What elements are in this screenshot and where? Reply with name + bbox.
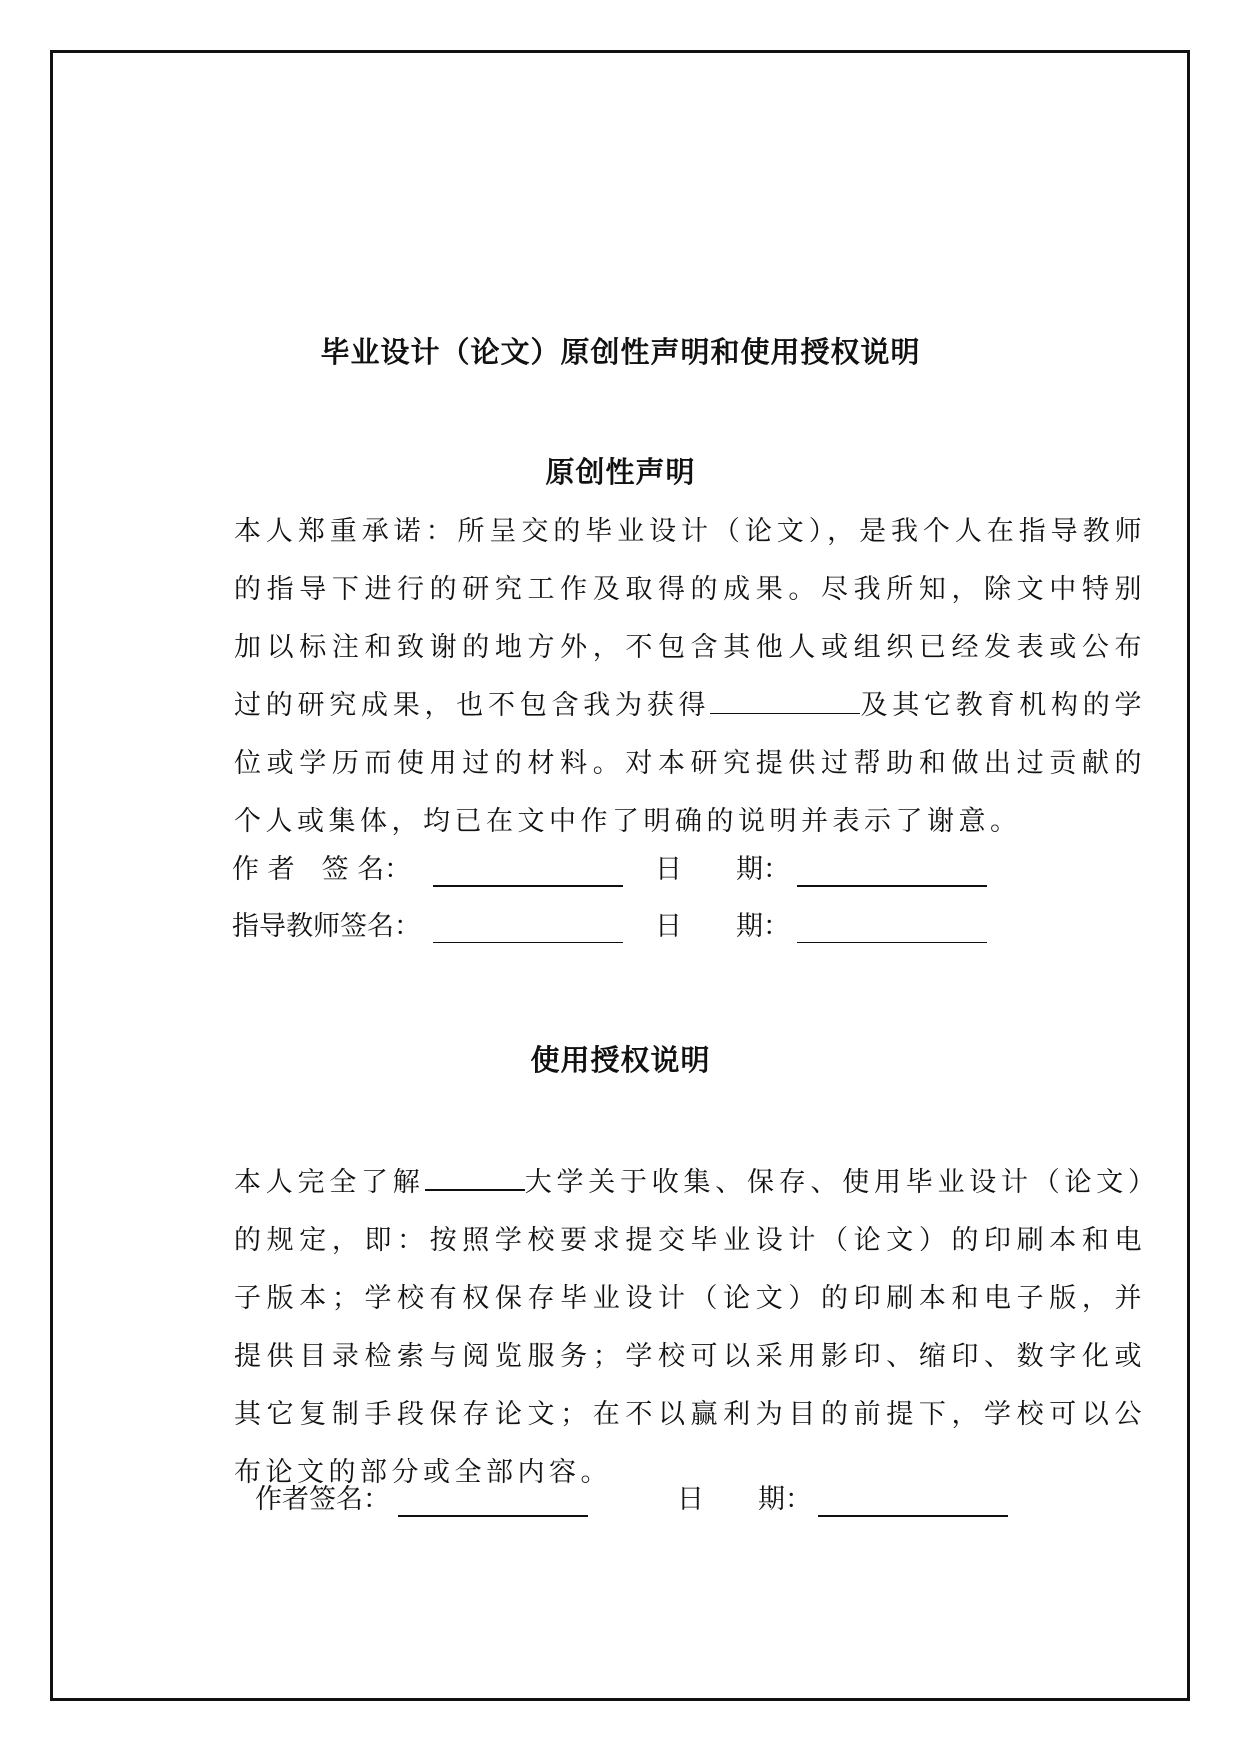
authorization-date-field[interactable]	[818, 1515, 1008, 1517]
originality-text-part2: 及其它教育机构的学位或学历而使用过的材料。对本研究提供过帮助和做出过贡献的个人或集体，均已在文中作了明确的说明并表示了谢意。	[234, 690, 1146, 837]
author-signature-field[interactable]	[433, 885, 623, 887]
authorization-signature-row	[0, 1478, 1241, 1522]
authorization-text-part1: 本人完全了解	[234, 1167, 425, 1198]
advisor-signature-field[interactable]	[433, 942, 623, 943]
originality-statement	[180, 503, 1146, 851]
advisor-signature-label: 指导教师签名：	[232, 911, 421, 942]
author-signature-label: 作 者 签 名：	[232, 854, 412, 885]
advisor-date-field[interactable]	[797, 942, 987, 943]
originality-heading: 原创性声明	[545, 455, 696, 489]
advisor-signature-row	[0, 905, 1241, 949]
degree-blank[interactable]	[710, 683, 860, 714]
author-signature-row	[0, 848, 1241, 892]
originality-text-part1: 本人郑重承诺：所呈交的毕业设计（论文），是我个人在指导教师的指导下进行的研究工作及取得的成果。尽我所知，除文中特别加以标注和致谢的地方外，不包含其他人或组织已经发表或公布过的研究成果，也不包含我为获得	[234, 516, 1146, 721]
date-label: 日 期：	[655, 854, 790, 885]
date-label: 日 期：	[677, 1484, 812, 1515]
authorization-author-signature-field[interactable]	[398, 1515, 588, 1517]
authorization-heading: 使用授权说明	[530, 1043, 711, 1077]
date-label: 日 期：	[655, 911, 790, 942]
authorization-statement	[180, 1154, 1146, 1502]
document-title: 毕业设计（论文）原创性声明和使用授权说明	[320, 335, 921, 369]
university-blank[interactable]	[425, 1159, 525, 1191]
author-date-field[interactable]	[797, 885, 987, 887]
authorization-text-part2: 大学关于收集、保存、使用毕业设计（论文）的规定，即：按照学校要求提交毕业设计（论文）的印刷本和电子版本；学校有权保存毕业设计（论文）的印刷本和电子版，并提供目录检索与阅览服务；学校可以采用影印、缩印、数字化或其它复制手段保存论文；在不以赢利为目的前提下，学校可以公布论文的部分或全部内容。	[234, 1167, 1146, 1488]
author-signature-label: 作者签名：	[255, 1484, 390, 1515]
